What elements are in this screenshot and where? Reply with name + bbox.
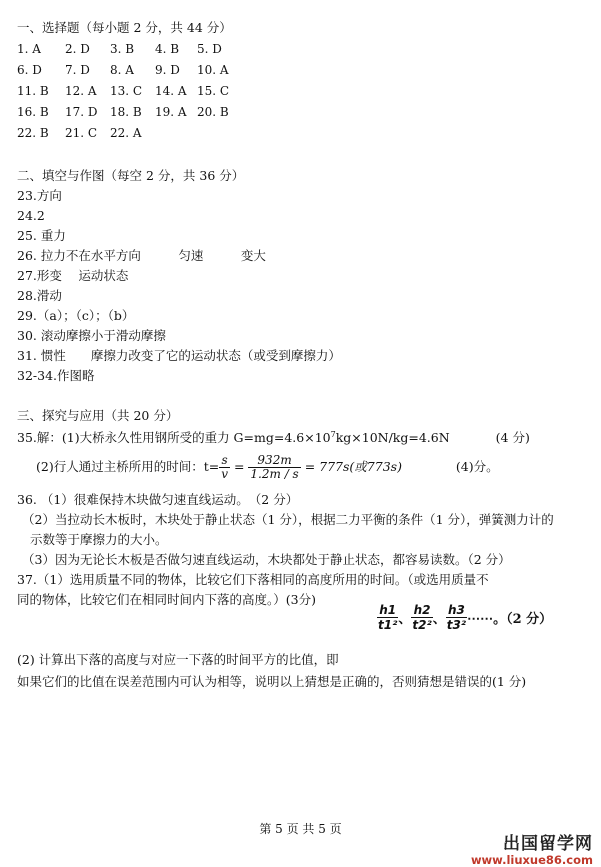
- choice-answer: 8. A: [110, 63, 134, 77]
- logo-url: www.liuxue86.com: [470, 853, 593, 867]
- page-footer: 第 5 页 共 5 页: [259, 822, 342, 836]
- answer-36-3: （3）因为无论长木板是否做匀速直线运动，木块都处于静止状态，都容易读数。（2 分）: [22, 552, 511, 567]
- choice-answer: 7. D: [65, 63, 90, 77]
- answer-37-1a: 37.（1）选用质量不同的物体，比较它们下落相同的高度所用的时间。（或选用质量不: [17, 572, 489, 587]
- section3-title: 三、探究与应用（共 20 分）: [17, 408, 179, 423]
- answer-37-3: 如果它们的比值在误差范围内可认为相等，说明以上猜想是正确的，否则猜想是错误的(1 分): [17, 674, 527, 689]
- ratio-formula: $\frac{h1}{\text{t1²}}$ 、 $\frac{h2}{\text{t2²}}$ 、 $\frac{h3}{\text{t3²}}$ ⋯⋯。（2 分）: [378, 603, 553, 632]
- choice-answer: 3. B: [110, 42, 135, 56]
- answer-25: 25. 重力: [17, 228, 66, 243]
- choice-answer: 21. C: [65, 126, 98, 140]
- answer-35-part2: (2)行人通过主桥所用的时间：t= $\frac{s}{v}$ = $\frac{932m}{1.2m / s}$ = 777s(或773s) (4)分。: [36, 453, 499, 481]
- answer-29: 29.（a）；（c）；（b）: [17, 308, 135, 323]
- answer-37-2: (2) 计算出下落的高度与对应一下落的时间平方的比值，即: [17, 652, 339, 667]
- answer-35-part1: 35.解：(1)大桥永久性用钢所受的重力 $G=mg=4.6\times 10^7kg\times 10N/kg=4.6N$ (4 分): [17, 429, 530, 445]
- answer-31: 31. 惯性 摩擦力改变了它的运动状态（或受到摩擦力）: [17, 348, 341, 363]
- answer-32-34: 32-34.作图略: [17, 368, 95, 383]
- choice-answer: 18. B: [110, 105, 142, 119]
- choice-answer: 20. B: [197, 105, 229, 119]
- choice-answer: 1. A: [17, 42, 41, 56]
- score-35-1: (4 分): [495, 430, 530, 445]
- choice-answer: 6. D: [17, 63, 42, 77]
- score-35-2: (4)分。: [455, 459, 499, 474]
- answer-36-2a: （2）当拉动长木板时，木块处于静止状态（1 分），根据二力平衡的条件（1 分），弹簧测力计的: [22, 512, 554, 527]
- section2-title: 二、填空与作图（每空 2 分，共 36 分）: [17, 168, 245, 183]
- choice-answer: 5. D: [197, 42, 222, 56]
- section1-title: 一、选择题（每小题 2 分，共 44 分）: [17, 20, 232, 35]
- choice-answer: 10. A: [197, 63, 229, 77]
- choice-answer: 14. A: [155, 84, 187, 98]
- answer-30: 30. 滚动摩擦小于滑动摩擦: [17, 328, 166, 343]
- choice-answer: 16. B: [17, 105, 49, 119]
- choice-answer: 15. C: [197, 84, 230, 98]
- logo-text: 出国留学网: [503, 834, 593, 854]
- answer-37-1b: 同的物体，比较它们在相同时间内下落的高度。）(3分): [17, 592, 316, 607]
- answer-24: 24.2: [17, 208, 45, 223]
- choice-answer: 9. D: [155, 63, 180, 77]
- answer-36-2b: 示数等于摩擦力的大小。: [30, 532, 168, 547]
- answer-26: 26. 拉力不在水平方向 匀速 变大: [17, 248, 266, 263]
- choice-answer: 17. D: [65, 105, 98, 119]
- site-logo: [471, 829, 593, 867]
- answer-27: 27.形变 运动状态: [17, 268, 129, 283]
- answer-23: 23.方向: [17, 188, 62, 203]
- score-37-2: （2 分）: [506, 612, 553, 627]
- choice-answer: 2. D: [65, 42, 90, 56]
- choice-answer: 19. A: [155, 105, 187, 119]
- choice-answer: 22. A: [110, 126, 142, 140]
- choice-answer: 13. C: [110, 84, 143, 98]
- answer-28: 28.滑动: [17, 288, 62, 303]
- choice-answer: 22. B: [17, 126, 49, 140]
- fraction-distance-over-speed: $\frac{932m}{1.2m / s}$: [250, 453, 299, 481]
- choice-answer: 4. B: [155, 42, 180, 56]
- choice-answer: 11. B: [17, 84, 49, 98]
- choice-answer: 12. A: [65, 84, 97, 98]
- fraction-s-over-v: $\frac{s}{v}$: [221, 453, 228, 481]
- answer-36-1: 36. （1）很难保持木块做匀速直线运动。 （2 分）: [17, 492, 299, 507]
